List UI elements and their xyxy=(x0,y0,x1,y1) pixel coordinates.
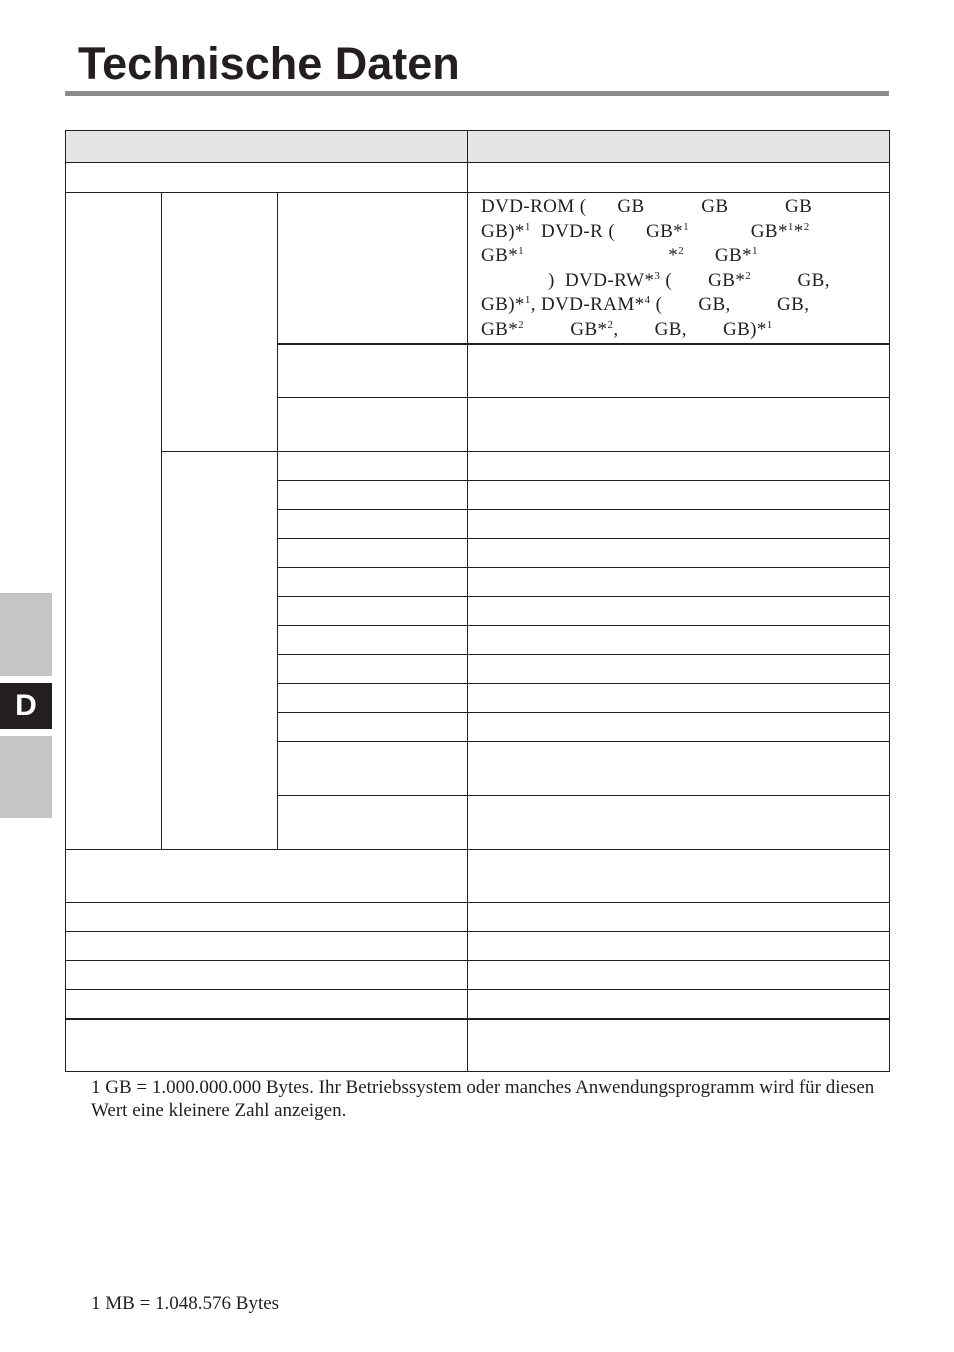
table-rule xyxy=(161,451,890,452)
table-rule xyxy=(277,480,890,481)
table-rule xyxy=(65,902,890,903)
cell-line xyxy=(481,195,841,220)
side-tab-letter: D xyxy=(15,689,37,722)
page-title: Technische Daten xyxy=(78,38,460,89)
cell-text-run: GB)* xyxy=(481,294,525,315)
table-rule xyxy=(277,795,890,796)
table-rule xyxy=(65,130,890,131)
table-rule xyxy=(277,625,890,626)
table-rule xyxy=(277,596,890,597)
table-rule xyxy=(277,741,890,742)
table-rule xyxy=(277,538,890,539)
table-rule xyxy=(65,931,890,932)
table-rule xyxy=(65,192,890,193)
cell-text-run: ( GB* xyxy=(660,269,746,291)
cell-text-run: GB* xyxy=(684,245,753,266)
table-column-divider xyxy=(467,130,468,1072)
cell-line xyxy=(481,318,841,343)
cell-line xyxy=(481,220,841,245)
table-rule xyxy=(65,849,890,850)
footnote-mark: 1 xyxy=(766,318,773,331)
footnote-mark: 3 xyxy=(654,269,661,282)
table-rule xyxy=(277,509,890,510)
table-rule xyxy=(65,989,890,990)
footnote-mark: 1 xyxy=(787,220,794,233)
table-rule xyxy=(65,162,890,163)
cell-text-run: GB* xyxy=(481,245,519,266)
footnote-mark: 2 xyxy=(518,318,525,331)
cell-text-run: GB* xyxy=(524,318,608,340)
table-rule xyxy=(277,397,890,398)
cell-text-run: GB* xyxy=(688,220,788,242)
cell-text-run: GB)* xyxy=(481,220,525,242)
footnote-mark: 1 xyxy=(524,220,531,233)
cell-text-run: , GB, GB)* xyxy=(613,318,767,340)
cell-text-run: * xyxy=(524,245,679,266)
footnote-mark: 1 xyxy=(524,294,531,306)
cell-text-run: DVD-ROM ( GB GB GB xyxy=(481,196,813,217)
table-border-left xyxy=(65,130,66,1072)
table-column-divider xyxy=(277,192,278,850)
cell-text-run: , DVD-RAM* xyxy=(530,294,645,315)
cell-text-run: GB* xyxy=(481,318,519,340)
footnote-gigabyte: 1 GB = 1.000.000.000 Bytes. Ihr Betriebssystem oder manches Anwendungsprogramm wird für diesen Wert eine kleinere Zahl anzeigen. xyxy=(91,1077,875,1121)
cell-text-run: GB, xyxy=(751,269,830,291)
table-border-right xyxy=(889,130,890,1072)
footnote-mark: 1 xyxy=(683,220,689,233)
footnote-mark: 2 xyxy=(745,269,752,282)
table-header-row xyxy=(66,131,889,162)
footnote-megabyte: 1 MB = 1.048.576 Bytes xyxy=(91,1293,280,1314)
cell-text-run: ) DVD-RW* xyxy=(481,269,655,291)
table-rule xyxy=(65,960,890,961)
footnote-mark: 2 xyxy=(678,245,685,257)
table-rule xyxy=(277,567,890,568)
cell-text-run: DVD-R ( GB* xyxy=(530,220,684,242)
cell-line xyxy=(481,244,841,269)
footnote-mark: 2 xyxy=(607,318,614,331)
table-rule xyxy=(277,654,890,655)
footnote-mark: 1 xyxy=(518,245,525,257)
dvd-capacity-cell xyxy=(481,195,841,342)
cell-text-run: * xyxy=(793,220,804,242)
footnote-mark: 2 xyxy=(803,220,810,233)
footnote-mark: 1 xyxy=(752,245,758,257)
table-rule xyxy=(65,1071,890,1072)
cell-text-run: ( GB, GB, xyxy=(650,294,810,315)
table-rule xyxy=(277,683,890,684)
table-column-divider xyxy=(161,192,162,850)
table-rule xyxy=(277,712,890,713)
table-rule xyxy=(277,343,890,345)
table-rule xyxy=(65,1018,890,1020)
footnote-mark: 4 xyxy=(644,294,651,306)
cell-line xyxy=(481,293,841,318)
cell-line xyxy=(481,269,841,294)
